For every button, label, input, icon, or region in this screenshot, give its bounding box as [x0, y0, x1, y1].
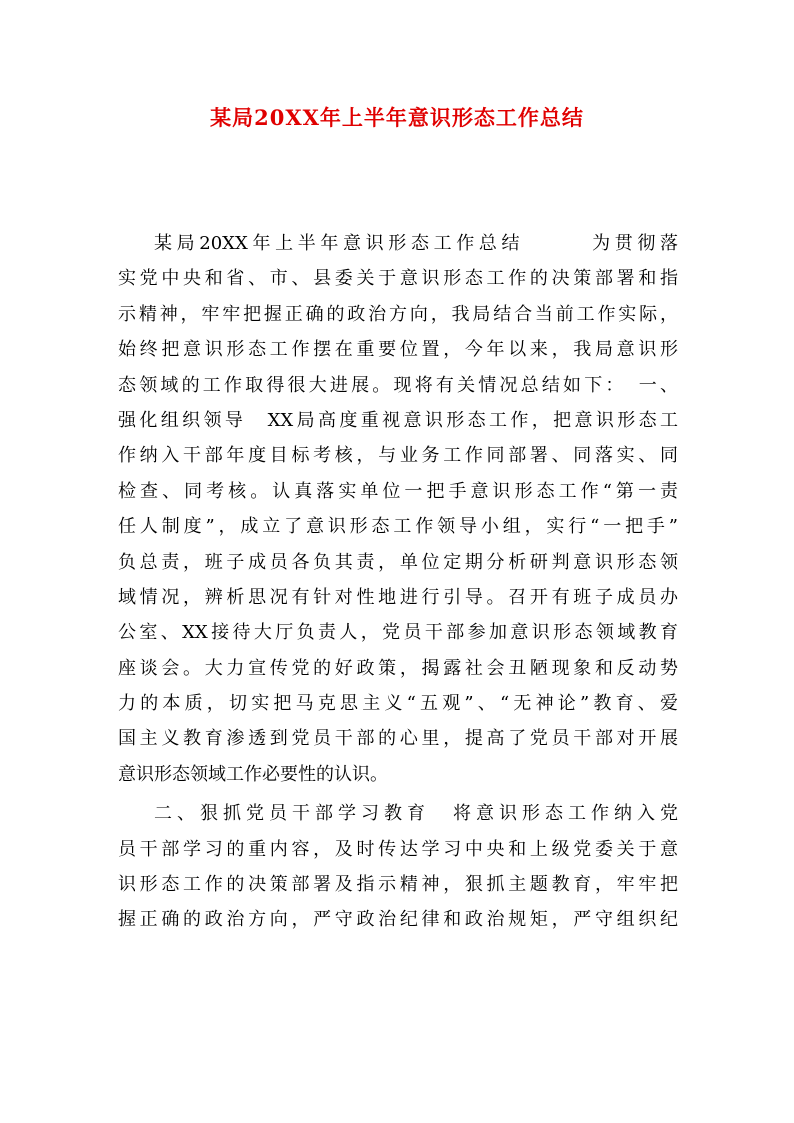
text-line: 员干部学习的重内容，及时传达学习中央和上级党委关于意 — [118, 838, 678, 860]
paragraph-1 — [118, 226, 678, 792]
text-line: 力的本质，切实把马克思主义“五观”、“无神论”教育、爱 — [118, 693, 678, 715]
text-line: 意识形态领域工作必要性的认识。 — [118, 763, 388, 785]
text-line: 域情况，辨析思况有针对性地进行引导。召开有班子成员办 — [118, 586, 678, 608]
text-line: 识形态工作的决策部署及指示精神，狠抓主题教育，牢牢把 — [118, 874, 678, 896]
text-line: 某局20XX年上半年意识形态工作总结 为贯彻落 — [154, 233, 678, 254]
text-line: 实党中央和省、市、县委关于意识形态工作的决策部署和指 — [118, 268, 678, 290]
text-line: 态领域的工作取得很大进展。现将有关情况总结如下： 一、 — [118, 374, 678, 396]
text-line: 任人制度”，成立了意识形态工作领导小组，实行“一把手” — [118, 516, 678, 538]
text-line: 公室、XX接待大厅负责人，党员干部参加意识形态领域教育 — [118, 622, 678, 644]
text-line: 检查、同考核。认真落实单位一把手意识形态工作“第一责 — [118, 480, 678, 502]
paragraph-2 — [118, 796, 678, 938]
text-line: 作纳入干部年度目标考核，与业务工作同部署、同落实、同 — [118, 445, 678, 467]
text-line: 国主义教育渗透到党员干部的心里，提高了党员干部对开展 — [118, 728, 678, 750]
text-line: 座谈会。大力宣传党的好政策，揭露社会丑陋现象和反动势 — [118, 657, 678, 679]
document-title: 某局20XX年上半年意识形态工作总结 — [210, 105, 584, 130]
document-body — [118, 226, 678, 938]
text-line: 负总责，班子成员各负其责，单位定期分析研判意识形态领 — [118, 551, 678, 573]
text-line: 始终把意识形态工作摆在重要位置，今年以来，我局意识形 — [118, 339, 678, 361]
text-line: 示精神，牢牢把握正确的政治方向，我局结合当前工作实际， — [118, 303, 678, 325]
text-line: 二、狠抓党员干部学习教育 将意识形态工作纳入党 — [154, 803, 678, 825]
text-line: 强化组织领导 XX局高度重视意识形态工作，把意识形态工 — [118, 409, 678, 431]
text-line: 握正确的政治方向，严守政治纪律和政治规矩，严守组织纪 — [118, 909, 678, 931]
